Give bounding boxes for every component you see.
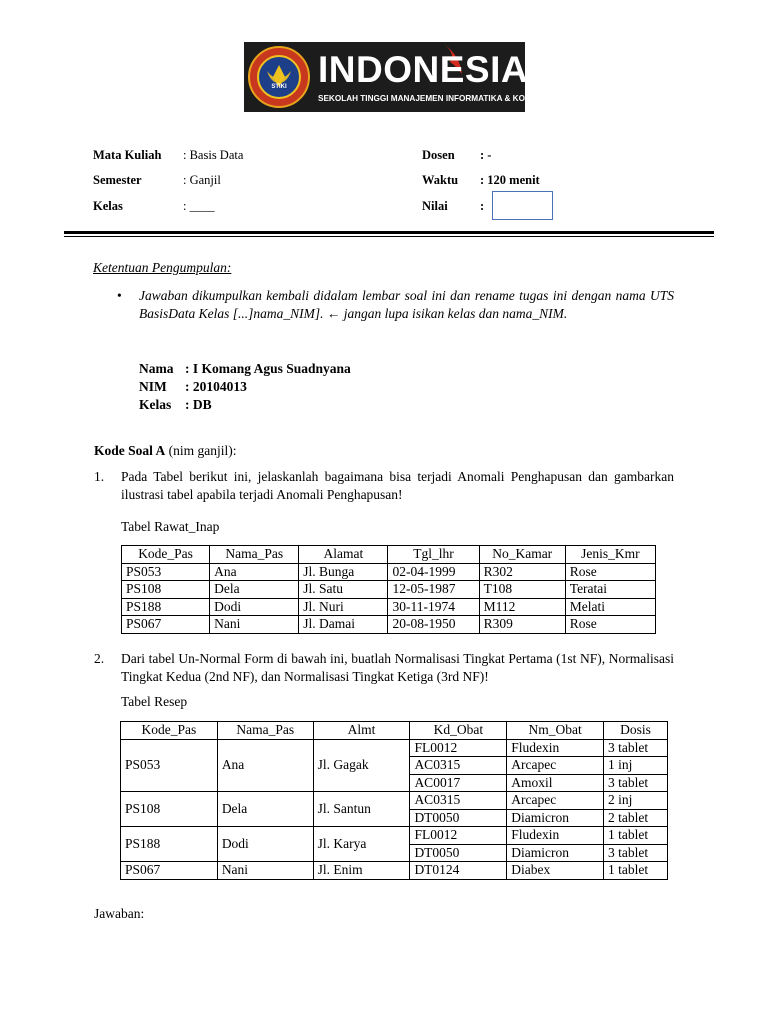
header-divider-thin	[64, 236, 714, 237]
table-cell: 1 tablet	[604, 827, 668, 845]
column-header: Kode_Pas	[121, 722, 218, 740]
table-row	[121, 862, 668, 880]
logo-subtitle: SEKOLAH TINGGI MANAJEMEN INFORMATIKA & KOMPUTER	[318, 94, 560, 103]
table-cell: Diamicron	[507, 809, 604, 827]
student-nim-value: : 20104013	[185, 379, 247, 394]
table-cell: T108	[479, 581, 565, 599]
table-cell: R309	[479, 616, 565, 634]
table-header-row	[122, 546, 656, 564]
table-row	[122, 598, 656, 616]
table-cell: AC0017	[410, 774, 507, 792]
table-cell: PS188	[122, 598, 210, 616]
header-divider	[64, 231, 714, 234]
mata-kuliah-value: : Basis Data	[183, 148, 244, 162]
student-kelas-value: : DB	[185, 397, 212, 412]
table-row	[121, 792, 668, 810]
table-cell: Dodi	[217, 827, 313, 862]
table-cell: Jl. Satu	[299, 581, 388, 599]
ketentuan-heading: Ketentuan Pengumpulan:	[93, 260, 232, 275]
table-cell: M112	[479, 598, 565, 616]
dosen-label: Dosen	[422, 148, 455, 162]
table-cell: DT0050	[410, 844, 507, 862]
table-cell: 3 tablet	[604, 844, 668, 862]
table-cell: Jl. Damai	[299, 616, 388, 634]
table-cell: Dodi	[210, 598, 299, 616]
table-cell: Dela	[217, 792, 313, 827]
q2-number: 2.	[94, 651, 105, 666]
student-nama-label: Nama	[139, 361, 174, 376]
table-cell: PS188	[121, 827, 218, 862]
table-cell: 1 inj	[604, 757, 668, 775]
jawaban-label: Jawaban:	[94, 906, 145, 921]
column-header: Nama_Pas	[217, 722, 313, 740]
table-cell: PS053	[121, 739, 218, 792]
table-cell: Jl. Santun	[313, 792, 410, 827]
table-cell: AC0315	[410, 757, 507, 775]
column-header: Dosis	[604, 722, 668, 740]
bullet-icon: •	[117, 288, 122, 303]
column-header: Kode_Pas	[122, 546, 210, 564]
mata-kuliah-label: Mata Kuliah	[93, 148, 162, 162]
table-row	[122, 563, 656, 581]
column-header: Nama_Pas	[210, 546, 299, 564]
column-header: Alamat	[299, 546, 388, 564]
column-header: Nm_Obat	[507, 722, 604, 740]
table-cell: Teratai	[565, 581, 655, 599]
resep-table	[120, 721, 668, 880]
table-cell: Ana	[217, 739, 313, 792]
table-cell: PS067	[122, 616, 210, 634]
table-row	[122, 616, 656, 634]
table-cell: DT0124	[410, 862, 507, 880]
table-cell: Jl. Enim	[313, 862, 410, 880]
table-cell: Fludexin	[507, 739, 604, 757]
q1-table-title: Tabel Rawat_Inap	[121, 519, 220, 534]
dosen-value: : -	[480, 148, 492, 162]
rawat-inap-table	[121, 545, 656, 634]
ketentuan-bullet-text: Jawaban dikumpulkan kembali didalam lembar soal ini dan rename tugas ini dengan nama UTS BasisData Kelas [...]nama_NIM]. ← jangan lupa isikan kelas dan nama_NIM.	[139, 288, 674, 321]
column-header: Tgl_lhr	[388, 546, 479, 564]
student-nim-label: NIM	[139, 379, 167, 394]
table-cell: Melati	[565, 598, 655, 616]
table-cell: PS067	[121, 862, 218, 880]
table-cell: Nani	[217, 862, 313, 880]
column-header: Jenis_Kmr	[565, 546, 655, 564]
kelas-label: Kelas	[93, 199, 123, 213]
table-cell: 20-08-1950	[388, 616, 479, 634]
table-cell: 2 inj	[604, 792, 668, 810]
column-header: Almt	[313, 722, 410, 740]
table-cell: Arcapec	[507, 792, 604, 810]
kelas-value: : ____	[183, 199, 215, 213]
waktu-label: Waktu	[422, 173, 459, 187]
stiki-emblem-icon	[248, 46, 310, 108]
table-row	[121, 827, 668, 845]
table-cell: Jl. Nuri	[299, 598, 388, 616]
q2-text: Dari tabel Un-Normal Form di bawah ini, buatlah Normalisasi Tingkat Pertama (1st NF), Normalisasi Tingkat Kedua (2nd NF), dan Normalisasi Tingkat Ketiga (3rd NF)!	[121, 651, 674, 684]
table-cell: Fludexin	[507, 827, 604, 845]
q1-number: 1.	[94, 469, 105, 484]
table-cell: Jl. Gagak	[313, 739, 410, 792]
table-cell: Diabex	[507, 862, 604, 880]
semester-value: : Ganjil	[183, 173, 221, 187]
nilai-label: Nilai	[422, 199, 448, 213]
table-cell: Dela	[210, 581, 299, 599]
table-cell: PS053	[122, 563, 210, 581]
q1-text: Pada Tabel berikut ini, jelaskanlah bagaimana bisa terjadi Anomali Penghapusan dan gambarkan ilustrasi tabel apabila terjadi Anomali Penghapusan!	[121, 469, 674, 502]
table-cell: Jl. Karya	[313, 827, 410, 862]
column-header: No_Kamar	[479, 546, 565, 564]
table-cell: Amoxil	[507, 774, 604, 792]
emblem-text: STIKI	[271, 84, 287, 90]
table-cell: FL0012	[410, 827, 507, 845]
table-cell: Arcapec	[507, 757, 604, 775]
table-cell: PS108	[121, 792, 218, 827]
table-row	[122, 581, 656, 599]
table-cell: DT0050	[410, 809, 507, 827]
table-cell: Jl. Bunga	[299, 563, 388, 581]
table-cell: FL0012	[410, 739, 507, 757]
q2-table-title: Tabel Resep	[121, 694, 188, 709]
table-cell: 3 tablet	[604, 774, 668, 792]
table-header-row	[121, 722, 668, 740]
kode-soal: Kode Soal A (nim ganjil):	[94, 443, 237, 458]
table-cell: AC0315	[410, 792, 507, 810]
nilai-colon: :	[480, 199, 485, 213]
table-cell: Rose	[565, 563, 655, 581]
table-cell: Nani	[210, 616, 299, 634]
table-cell: 2 tablet	[604, 809, 668, 827]
table-cell: Diamicron	[507, 844, 604, 862]
institution-logo	[244, 42, 560, 112]
table-cell: 1 tablet	[604, 862, 668, 880]
table-cell: 30-11-1974	[388, 598, 479, 616]
column-header: Kd_Obat	[410, 722, 507, 740]
table-cell: 3 tablet	[604, 739, 668, 757]
table-cell: R302	[479, 563, 565, 581]
student-kelas-label: Kelas	[139, 397, 172, 412]
table-cell: 12-05-1987	[388, 581, 479, 599]
logo-title: INDONESIA	[318, 49, 529, 90]
table-cell: Ana	[210, 563, 299, 581]
table-cell: Rose	[565, 616, 655, 634]
table-cell: 02-04-1999	[388, 563, 479, 581]
nilai-box[interactable]	[492, 191, 553, 220]
waktu-value: : 120 menit	[480, 173, 540, 187]
table-row	[121, 739, 668, 757]
semester-label: Semester	[93, 173, 142, 187]
table-cell: PS108	[122, 581, 210, 599]
student-nama-value: : I Komang Agus Suadnyana	[185, 361, 351, 376]
